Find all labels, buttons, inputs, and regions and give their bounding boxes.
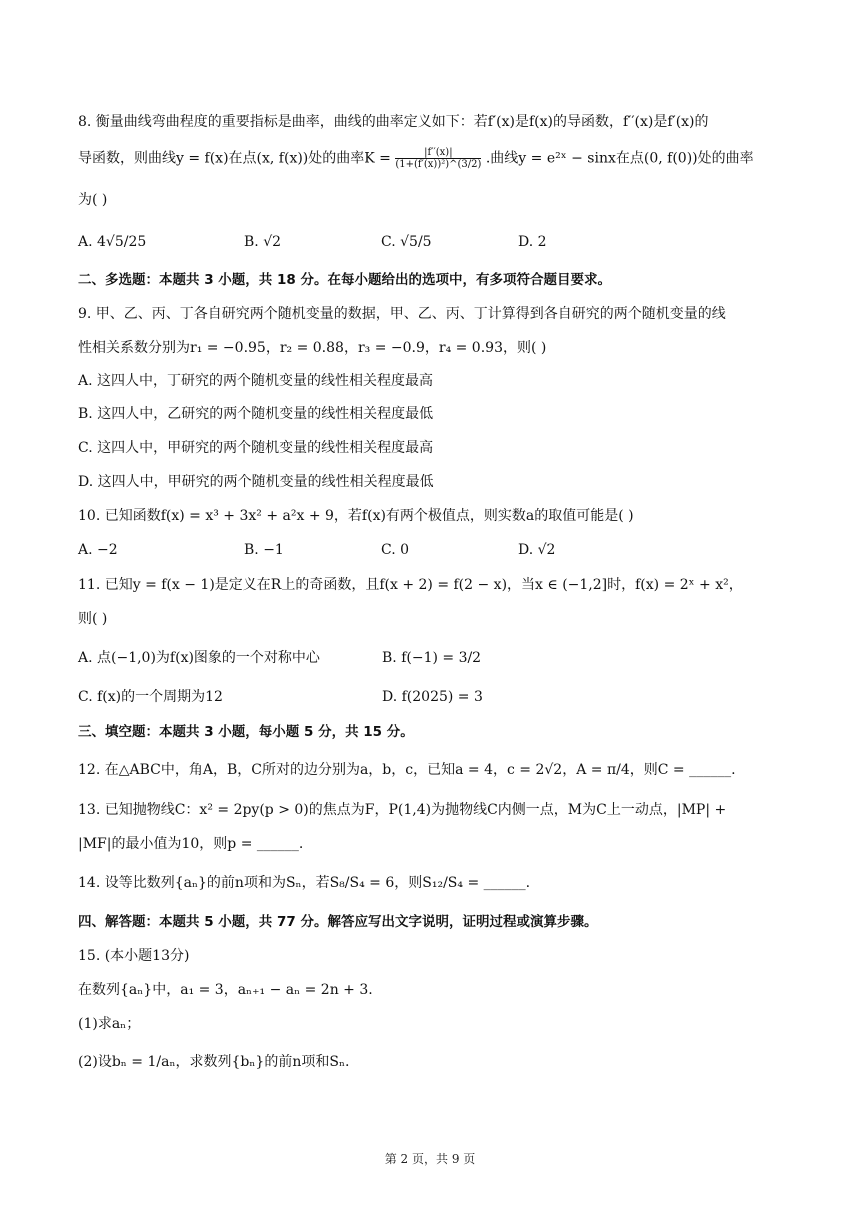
q11-option-b: B. f(−1) = 3/2 (382, 650, 482, 666)
q14-line: 14. 设等比数列{aₙ}的前n项和为Sₙ，若S₈/S₄ = 6，则S₁₂/S₄ = ______. (78, 875, 531, 891)
q8-line2-pre: 导函数，则曲线y = f(x)在点(x, f(x))处的曲率K = (78, 150, 391, 167)
q10-line1: 10. 已知函数f(x) = x³ + 3x² + a²x + 9，若f(x)有两个极值点，则实数a的取值可能是( ) (78, 508, 634, 524)
page-footer: 第 2 页，共 9 页 (384, 1152, 476, 1166)
q15-head: 15. (本小题13分) (78, 948, 190, 964)
q12-line: 12. 在△ABC中，角A，B，C所对的边分别为a，b，c，已知a = 4，c = 2√2，A = π/4，则C = ______. (78, 762, 736, 778)
q11-option-a: A. 点(−1,0)为f(x)图象的一个对称中心 (78, 650, 320, 666)
q9-line2: 性相关系数分别为r₁ = −0.95，r₂ = 0.88，r₃ = −0.9，r₄ = 0.93，则( ) (78, 340, 547, 356)
q9-option-a: A. 这四人中，丁研究的两个随机变量的线性相关程度最高 (78, 373, 434, 389)
q8-line2 (78, 147, 754, 170)
q9-option-d: D. 这四人中，甲研究的两个随机变量的线性相关程度最低 (78, 474, 434, 490)
curvature-denominator: (1+(f′(x))²)^(3/2) (395, 159, 482, 170)
q13-line2: |MF|的最小值为10，则p = ______. (78, 836, 304, 852)
q8-option-d: D. 2 (518, 234, 547, 250)
q9-option-c: C. 这四人中，甲研究的两个随机变量的线性相关程度最高 (78, 440, 434, 456)
section-fill-in: 三、填空题：本题共 3 小题，每小题 5 分，共 15 分。 (78, 724, 414, 740)
q10-option-a: A. −2 (78, 542, 118, 558)
q15-line2: (1)求aₙ； (78, 1016, 141, 1032)
q8-line3: 为( ) (78, 192, 108, 208)
q8-option-c: C. √5/5 (381, 234, 432, 250)
q8-line2-post: .曲线y = e²ˣ − sinx在点(0, f(0))处的曲率 (485, 150, 754, 167)
q15-line3: (2)设bₙ = 1/aₙ，求数列{bₙ}的前n项和Sₙ. (78, 1054, 350, 1070)
section-solutions: 四、解答题：本题共 5 小题，共 77 分。解答应写出文字说明，证明过程或演算步骤。 (78, 914, 598, 930)
q8-option-b: B. √2 (244, 234, 282, 250)
q9-line1: 9. 甲、乙、丙、丁各自研究两个随机变量的数据，甲、乙、丙、丁计算得到各自研究的两个随机变量的线 (78, 306, 726, 322)
q10-option-d: D. √2 (518, 542, 556, 558)
q15-line1: 在数列{aₙ}中，a₁ = 3，aₙ₊₁ − aₙ = 2n + 3. (78, 982, 373, 998)
q13-line1: 13. 已知抛物线C：x² = 2py(p > 0)的焦点为F，P(1,4)为抛物线C内侧一点，M为C上一动点，|MP| + (78, 802, 727, 818)
q10-option-b: B. −1 (244, 542, 284, 558)
q11-line2: 则( ) (78, 611, 108, 627)
q11-option-d: D. f(2025) = 3 (382, 689, 483, 705)
q11-line1: 11. 已知y = f(x − 1)是定义在R上的奇函数，且f(x + 2) = f(2 − x)，当x ∈ (−1,2]时，f(x) = 2ˣ + x²， (78, 577, 743, 593)
q10-option-c: C. 0 (381, 542, 410, 558)
curvature-fraction (395, 147, 481, 170)
q11-option-c: C. f(x)的一个周期为12 (78, 689, 223, 705)
q9-option-b: B. 这四人中，乙研究的两个随机变量的线性相关程度最低 (78, 406, 434, 422)
q8-option-a: A. 4√5/25 (78, 234, 147, 250)
q8-line1: 8. 衡量曲线弯曲程度的重要指标是曲率，曲线的曲率定义如下：若f′(x)是f(x)的导函数，f′′(x)是f′(x)的 (78, 114, 709, 130)
curvature-numerator: |f′′(x)| (395, 147, 481, 159)
section-multiple-choice: 二、多选题：本题共 3 小题，共 18 分。在每小题给出的选项中，有多项符合题目要求。 (78, 272, 611, 288)
